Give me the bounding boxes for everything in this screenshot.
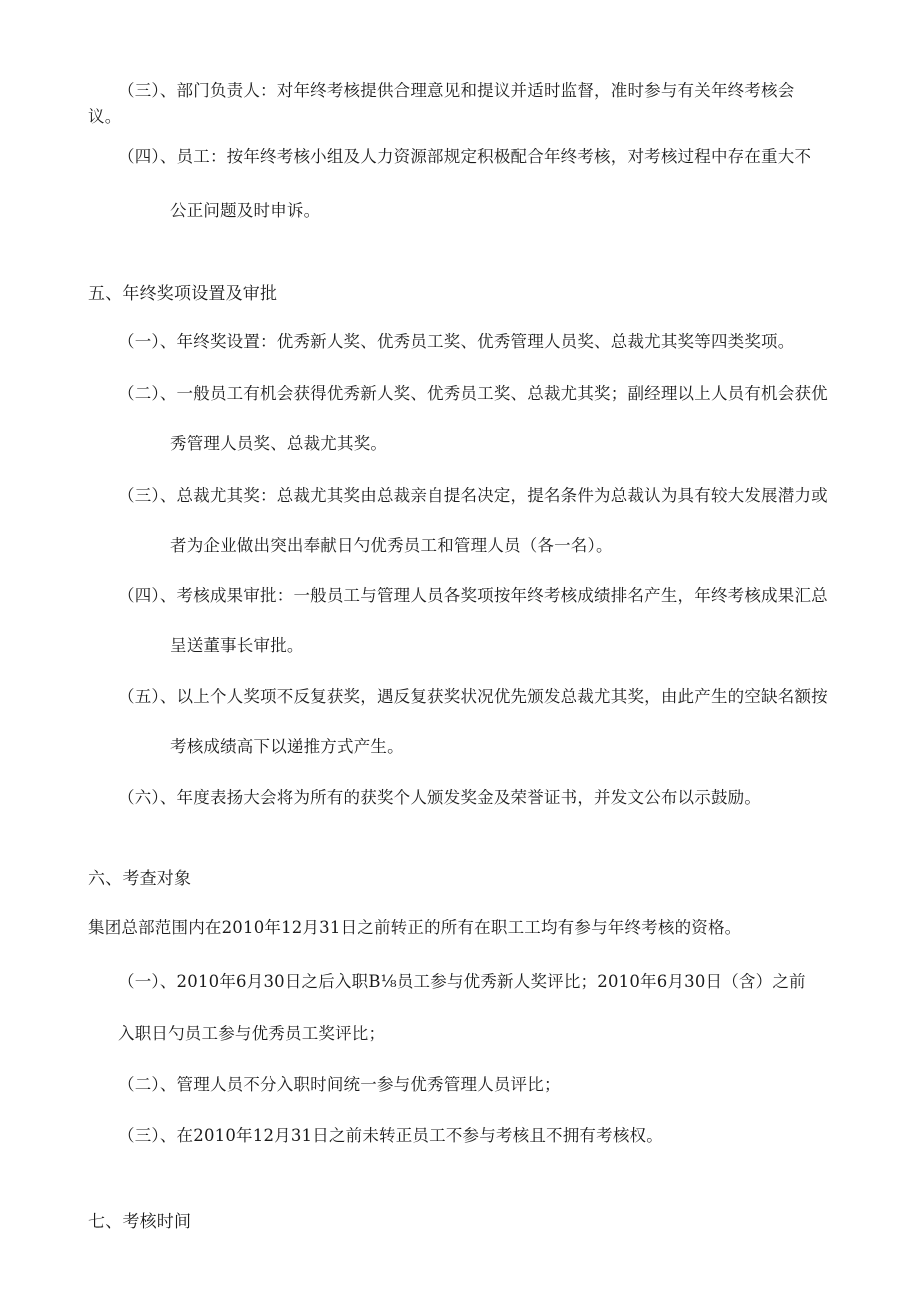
s4-item4-line1: （四）、员工：按年终考核小组及人力资源部规定积极配合年终考核，对考核过程中存在重大不 xyxy=(118,147,812,166)
s5-item3-line2: 者为企业做出突出奉献日勺优秀员工和管理人员（各一名）。 xyxy=(170,536,613,555)
section5-title: 五、年终奖项设置及审批 xyxy=(88,284,278,304)
s5-item5-line2: 考核成绩高下以递推方式产生。 xyxy=(170,737,404,756)
s6-item2-line1: （二）、管理人员不分入职时间统一参与优秀管理人员评比； xyxy=(118,1075,561,1094)
s5-item1-line1: （一）、年终奖设置：优秀新人奖、优秀员工奖、优秀管理人员奖、总裁尤其奖等四类奖项。 xyxy=(118,332,795,351)
s6-item1-line1: （一）、2010年6月30日之后入职B⅛员工参与优秀新人奖评比；2010年6月30日（含）之前 xyxy=(118,972,806,991)
s6-item3-line1: （三）、在2010年12月31日之前未转正员工不参与考核且不拥有考核权。 xyxy=(118,1126,663,1145)
s5-item4-line2: 呈送董事长审批。 xyxy=(170,636,304,655)
s6-item1-line2: 入职日勺员工参与优秀员工奖评比； xyxy=(118,1024,386,1043)
s5-item2-line1: （二）、一般员工有机会获得优秀新人奖、优秀员工奖、总裁尤其奖；副经理以上人员有机会获优 xyxy=(118,384,828,403)
section6-title: 六、考查对象 xyxy=(88,869,192,889)
s6-intro: 集团总部范围内在2010年12月31日之前转正的所有在职工工均有参与年终考核的资格。 xyxy=(88,918,742,937)
s4-item3-line2: 议。 xyxy=(88,107,122,126)
section7-title: 七、考核时间 xyxy=(88,1212,192,1232)
s4-item3-line1: （三）、部门负责人：对年终考核提供合理意见和提议并适时监督，准时参与有关年终考核会 xyxy=(118,81,795,100)
s5-item3-line1: （三）、总裁尤其奖：总裁尤其奖由总裁亲自提名决定，提名条件为总裁认为具有较大发展潜力或 xyxy=(118,486,828,505)
s5-item6-line1: （六）、年度表扬大会将为所有的获奖个人颁发奖金及荣誉证书，并发文公布以示鼓励。 xyxy=(118,788,762,807)
s4-item4-line2: 公正问题及时申诉。 xyxy=(170,201,321,220)
s5-item5-line1: （五）、以上个人奖项不反复获奖，遇反复获奖状况优先颁发总裁尤其奖，由此产生的空缺名额按 xyxy=(118,687,828,706)
s5-item4-line1: （四）、考核成果审批：一般员工与管理人员各奖项按年终考核成绩排名产生，年终考核成果汇总 xyxy=(118,586,828,605)
s5-item2-line2: 秀管理人员奖、总裁尤其奖。 xyxy=(170,434,388,453)
